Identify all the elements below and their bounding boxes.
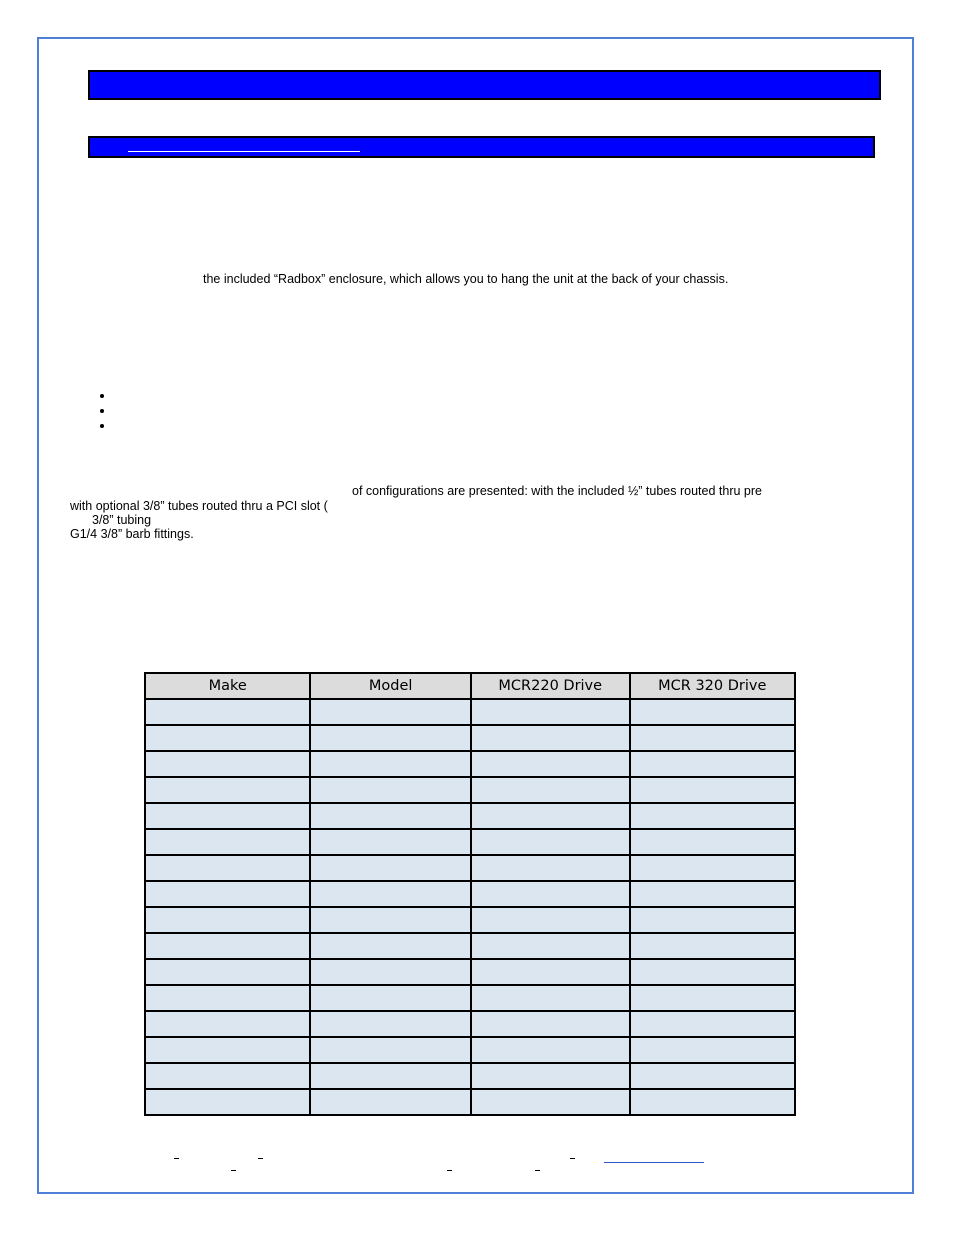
table-cell	[145, 777, 310, 803]
table-cell	[145, 985, 310, 1011]
header-mcr320-drive: MCR 320 Drive	[630, 673, 795, 699]
table-cell	[471, 985, 630, 1011]
table-cell	[471, 699, 630, 725]
footnote-mark	[447, 1170, 452, 1171]
table-cell	[310, 829, 471, 855]
table-row	[145, 1011, 795, 1037]
table-cell	[145, 907, 310, 933]
table-cell	[630, 985, 795, 1011]
table-cell	[630, 803, 795, 829]
table-cell	[471, 725, 630, 751]
table-cell	[630, 855, 795, 881]
table-body	[145, 699, 795, 1115]
table-cell	[145, 829, 310, 855]
table-row	[145, 829, 795, 855]
table-cell	[310, 1089, 471, 1115]
table-row	[145, 803, 795, 829]
table-cell	[310, 751, 471, 777]
table-cell	[145, 1011, 310, 1037]
config-text-line-4: G1/4 3/8” barb fittings.	[70, 527, 194, 541]
table-cell	[145, 959, 310, 985]
table-cell	[471, 933, 630, 959]
footer-link[interactable]	[604, 1162, 704, 1163]
table-row	[145, 933, 795, 959]
table-cell	[310, 881, 471, 907]
table-cell	[630, 699, 795, 725]
table-cell	[145, 881, 310, 907]
bullet-item	[100, 394, 104, 398]
table-row	[145, 855, 795, 881]
table-cell	[310, 1063, 471, 1089]
radbox-paragraph: the included “Radbox” enclosure, which allows you to hang the unit at the back of your chassis.	[203, 272, 729, 286]
table-cell	[630, 829, 795, 855]
table-cell	[630, 1089, 795, 1115]
table-cell	[630, 725, 795, 751]
table-cell	[145, 1063, 310, 1089]
footnote-mark	[258, 1158, 263, 1159]
table-cell	[630, 777, 795, 803]
table-cell	[630, 1063, 795, 1089]
table-cell	[145, 751, 310, 777]
table-cell	[471, 855, 630, 881]
table-cell	[310, 855, 471, 881]
table-cell	[471, 1089, 630, 1115]
table-header-row	[145, 673, 795, 699]
bullet-item	[100, 424, 104, 428]
footnote-mark	[174, 1158, 179, 1159]
table-cell	[471, 959, 630, 985]
table-cell	[310, 725, 471, 751]
footnote-mark	[231, 1170, 236, 1171]
config-text-line-2: with optional 3/8” tubes routed thru a PCI slot (	[70, 499, 328, 513]
compatibility-table	[144, 672, 796, 1116]
table-cell	[471, 829, 630, 855]
table-cell	[310, 699, 471, 725]
table-cell	[630, 1011, 795, 1037]
table-cell	[471, 1063, 630, 1089]
table-cell	[630, 751, 795, 777]
footnote-mark	[535, 1170, 540, 1171]
table-row	[145, 1089, 795, 1115]
subsection-title-bar	[88, 136, 875, 158]
bullet-item	[100, 409, 104, 413]
table-cell	[630, 907, 795, 933]
table-cell	[145, 1037, 310, 1063]
config-text-line-1: of configurations are presented: with the included ½” tubes routed thru pre	[352, 484, 762, 498]
table-cell	[630, 959, 795, 985]
table-cell	[471, 1037, 630, 1063]
table-row	[145, 907, 795, 933]
header-model: Model	[310, 673, 471, 699]
table-cell	[630, 933, 795, 959]
table-cell	[310, 777, 471, 803]
table-cell	[471, 803, 630, 829]
table-cell	[471, 907, 630, 933]
table-row	[145, 881, 795, 907]
table-cell	[310, 803, 471, 829]
table-cell	[310, 933, 471, 959]
table-cell	[145, 699, 310, 725]
table-cell	[145, 933, 310, 959]
table-row	[145, 985, 795, 1011]
table-row	[145, 1037, 795, 1063]
footnote-mark	[570, 1158, 575, 1159]
table-cell	[310, 1037, 471, 1063]
table-cell	[310, 907, 471, 933]
table-cell	[310, 959, 471, 985]
table-cell	[471, 751, 630, 777]
table-row	[145, 959, 795, 985]
table-cell	[630, 1037, 795, 1063]
header-make: Make	[145, 673, 310, 699]
table-row	[145, 777, 795, 803]
table-cell	[630, 881, 795, 907]
table-cell	[310, 1011, 471, 1037]
table-cell	[310, 985, 471, 1011]
header-mcr220-drive: MCR220 Drive	[471, 673, 630, 699]
table-row	[145, 751, 795, 777]
table-row	[145, 1063, 795, 1089]
table-cell	[145, 855, 310, 881]
table-row	[145, 725, 795, 751]
table-cell	[471, 777, 630, 803]
subsection-title-underline	[128, 151, 360, 152]
section-title-bar	[88, 70, 881, 100]
config-text-line-3: 3/8” tubing	[92, 513, 152, 527]
table-cell	[471, 1011, 630, 1037]
table-cell	[145, 1089, 310, 1115]
table-cell	[145, 725, 310, 751]
table-cell	[145, 803, 310, 829]
table-cell	[471, 881, 630, 907]
table-row	[145, 699, 795, 725]
